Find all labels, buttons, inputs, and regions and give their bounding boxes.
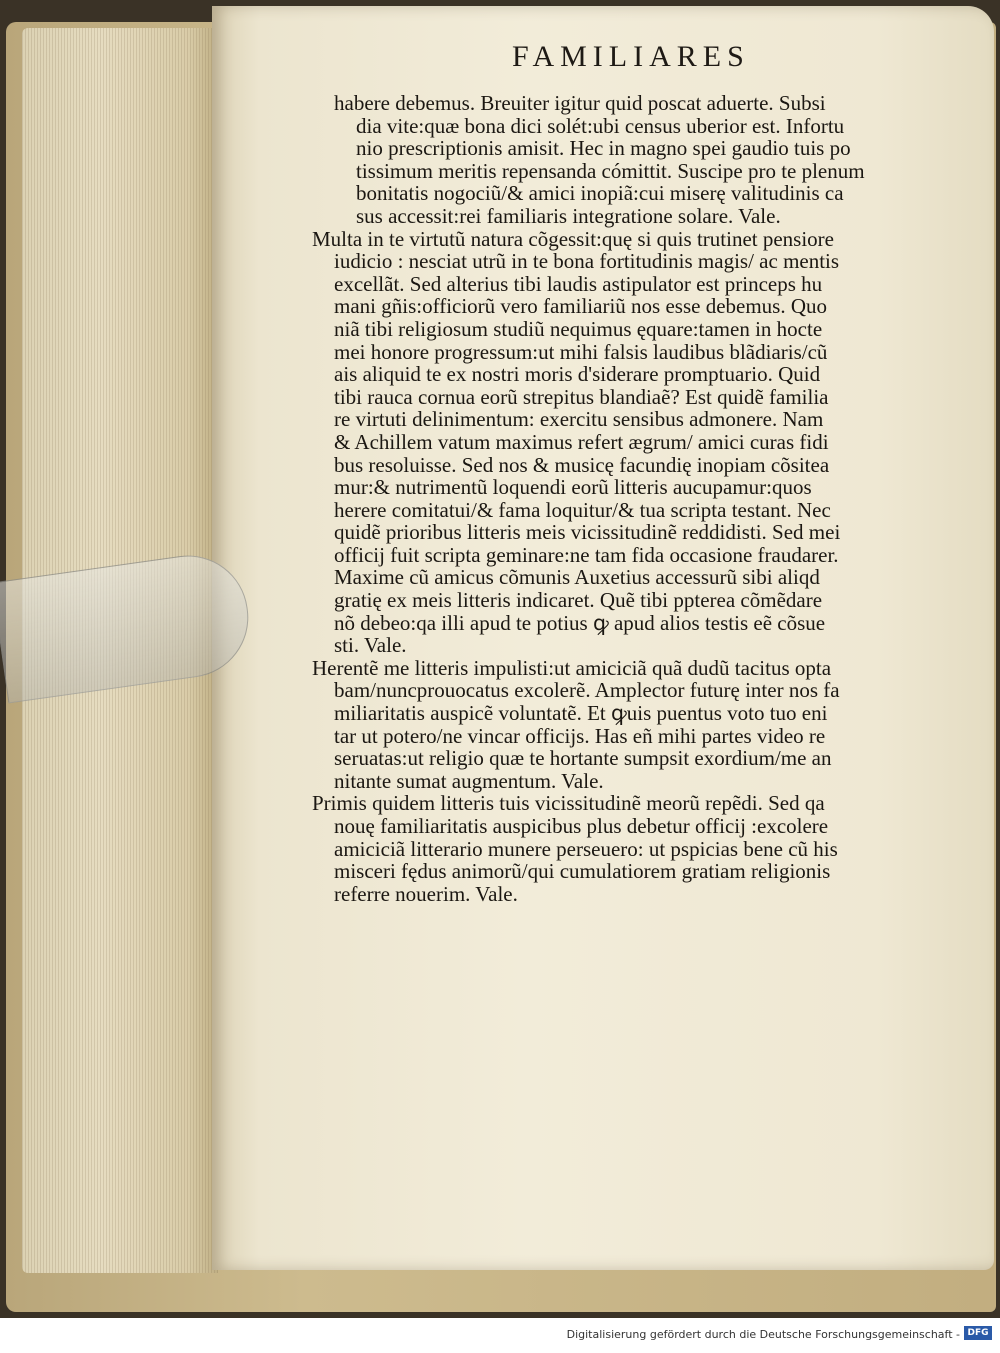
paragraph-4 bbox=[312, 792, 962, 905]
text-line: mei honore progressum:ut mihi falsis laudibus blãdiaris/cũ bbox=[334, 339, 828, 364]
text-line: nõ debeo:qa illi apud te potius ꝙ apud alios testis eẽ cõsue bbox=[334, 610, 826, 635]
text-line: referre nouerim. Vale. bbox=[334, 881, 518, 906]
dfg-logo-icon: DFG bbox=[964, 1326, 992, 1340]
text-line: tar ut potero/ne vincar officijs. Has eñ mihi partes video re bbox=[334, 723, 826, 748]
text-line: misceri fędus animorũ/qui cumulatiorem gratiam religionis bbox=[334, 859, 831, 884]
text-line: bonitatis nogociũ/& amici inopiã:cui miserę valitudinis ca bbox=[356, 181, 844, 206]
text-line: excellãt. Sed alterius tibi laudis astipulator est princeps hu bbox=[334, 271, 823, 296]
text-line: bus resoluisse. Sed nos & musicę facundię inopiam cõsitea bbox=[334, 452, 830, 477]
text-line: iudicio : nesciat utrũ in te bona fortitudinis magis/ ac mentis bbox=[334, 249, 840, 274]
text-line: tibi rauca cornua eorũ strepitus blandiaẽ? Est quidẽ familia bbox=[334, 384, 829, 409]
paragraph-1 bbox=[334, 92, 962, 228]
paragraph-3 bbox=[312, 657, 962, 793]
text-line: gratię ex meis litteris indicaret. Quẽ tibi ppterea cõmẽdare bbox=[334, 588, 823, 613]
text-line: tissimum meritis repensanda cómittit. Suscipe pro te plenum bbox=[356, 158, 865, 183]
text-line: habere debemus. Breuiter igitur quid poscat aduerte. Subsi bbox=[334, 91, 826, 115]
text-line: officij fuit scripta geminare:ne tam fida occasione fraudarer. bbox=[334, 542, 839, 567]
text-line: re virtuti delinimentum: exercitu sensibus admonere. Nam bbox=[334, 407, 824, 432]
text-line: quidẽ prioribus litteris meis vicissitudinẽ reddidisti. Sed mei bbox=[334, 520, 841, 545]
text-line: nio prescriptionis amisit. Hec in magno spei gaudio tuis po bbox=[356, 136, 851, 161]
text-line: niã tibi religiosum studiũ nequimus ęquare:tamen in hocte bbox=[334, 316, 823, 341]
text-line: amiciciã litterario munere perseuero: ut pspicias bene cũ his bbox=[334, 836, 838, 861]
text-line: sus accessit:rei familiaris integratione solare. Vale. bbox=[356, 203, 781, 228]
paragraph-2 bbox=[312, 228, 962, 657]
text-line: nitante sumat augmentum. Vale. bbox=[334, 768, 604, 793]
text-line: & Achillem vatum maximus refert ægrum/ amici curas fidi bbox=[334, 429, 829, 454]
footer-bar bbox=[0, 1318, 1000, 1353]
text-block bbox=[312, 91, 962, 906]
text-line: nouę familiaritatis auspicibus plus debetur officij :excolere bbox=[334, 814, 829, 838]
text-line: sti. Vale. bbox=[334, 633, 407, 658]
text-line: miliaritatis auspicẽ voluntatẽ. Et ꝙuis puentus voto tuo eni bbox=[334, 701, 828, 726]
text-line: Primis quidem litteris tuis vicissitudinẽ meorũ repẽdi. Sed qa bbox=[312, 791, 825, 816]
text-line: herere comitatui/& fama loquitur/& tua scripta testant. Nec bbox=[334, 497, 831, 522]
running-head: FAMILIARES bbox=[512, 40, 750, 73]
digitization-credit: Digitalisierung gefördert durch die Deutsche Forschungsgemeinschaft - bbox=[566, 1328, 960, 1341]
text-line: bam/nuncprouocatus excolerẽ. Amplector futurę inter nos fa bbox=[334, 678, 840, 703]
text-line: Multa in te virtutũ natura cõgessit:quę si quis trutinet pensiore bbox=[312, 226, 834, 251]
text-line: Herentẽ me litteris impulisti:ut amiciciã quã dudũ tacitus opta bbox=[312, 655, 832, 680]
text-line: mur:& nutrimentũ loquendi eorũ litteris aucupamur:quos bbox=[334, 475, 812, 500]
text-line: Maxime cũ amicus cõmunis Auxetius accessurũ sibi aliqd bbox=[334, 565, 820, 590]
text-line: dia vite:quæ bona dici solét:ubi census uberior est. Infortu bbox=[356, 113, 845, 138]
text-line: seruatas:ut religio quæ te hortante sumpsit exordium/me an bbox=[334, 746, 832, 771]
text-line: mani gñis:officiorũ vero familiariũ nos esse debemus. Quo bbox=[334, 294, 828, 319]
text-line: ais aliquid te ex nostri moris d'siderare promptuario. Quid bbox=[334, 362, 821, 387]
